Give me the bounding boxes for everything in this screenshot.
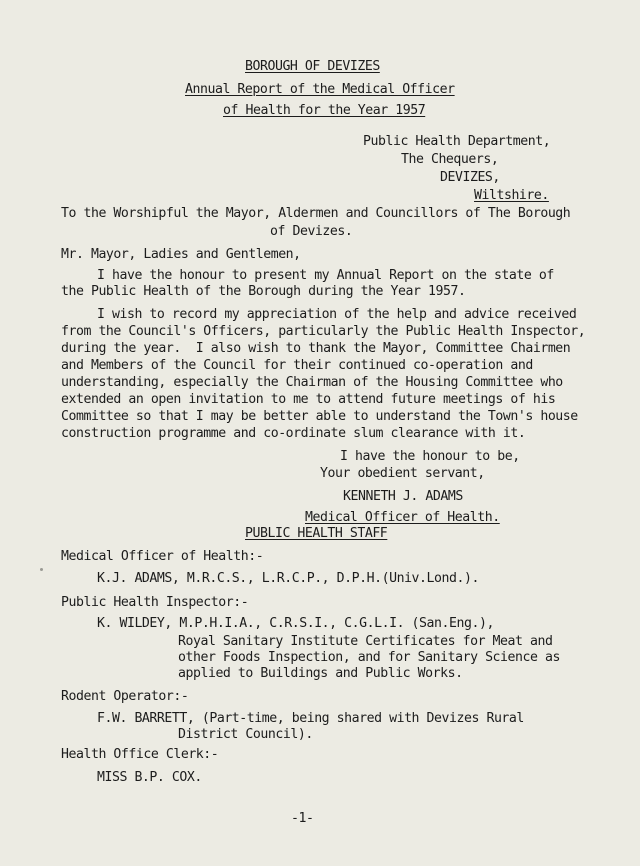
para2-line-6: extended an open invitation to me to attend future meetings of his <box>61 392 556 407</box>
rodent-line-2: District Council). <box>178 727 313 742</box>
phi-line-2: Royal Sanitary Institute Certificates for Meat and <box>178 634 553 649</box>
page-speck <box>40 568 43 571</box>
para2-line-4: and Members of the Council for their continued co-operation and <box>61 358 533 373</box>
staff-heading: PUBLIC HEALTH STAFF <box>245 526 388 541</box>
para2-line-3: during the year. I also wish to thank the Mayor, Committee Chairmen <box>61 341 571 356</box>
report-subtitle-line-2: of Health for the Year 1957 <box>223 103 426 118</box>
para1-line-1: I have the honour to present my Annual Report on the state of <box>97 268 554 283</box>
para1-line-2: the Public Health of the Borough during the Year 1957. <box>61 284 466 299</box>
report-subtitle-line-1: Annual Report of the Medical Officer <box>185 82 455 97</box>
closing-line-1: I have the honour to be, <box>340 449 520 464</box>
moh-value: K.J. ADAMS, M.R.C.S., L.R.C.P., D.P.H.(Univ.Lond.). <box>97 571 479 586</box>
para2-line-5: understanding, especially the Chairman of the Housing Committee who <box>61 375 563 390</box>
salutation-line-1: To the Worshipful the Mayor, Aldermen and Councillors of The Borough <box>61 206 571 221</box>
phi-line-3: other Foods Inspection, and for Sanitary Science as <box>178 650 560 665</box>
phi-line-1: K. WILDEY, M.P.H.I.A., C.R.S.I., C.G.L.I. (San.Eng.), <box>97 616 494 631</box>
rodent-line-1: F.W. BARRETT, (Part-time, being shared with Devizes Rural <box>97 711 524 726</box>
address-line-3: DEVIZES, <box>440 170 500 185</box>
para2-line-7: Committee so that I may be better able to understand the Town's house <box>61 409 578 424</box>
report-title: BOROUGH OF DEVIZES <box>245 59 380 74</box>
greeting: Mr. Mayor, Ladies and Gentlemen, <box>61 247 301 262</box>
phi-line-4: applied to Buildings and Public Works. <box>178 666 463 681</box>
signature-role: Medical Officer of Health. <box>305 510 500 525</box>
salutation-line-2: of Devizes. <box>270 224 353 239</box>
address-line-2: The Chequers, <box>401 152 499 167</box>
phi-label: Public Health Inspector:- <box>61 595 249 610</box>
para2-line-8: construction programme and co-ordinate slum clearance with it. <box>61 426 526 441</box>
address-line-4: Wiltshire. <box>474 188 549 203</box>
moh-label: Medical Officer of Health:- <box>61 549 264 564</box>
clerk-value: MISS B.P. COX. <box>97 770 202 785</box>
rodent-label: Rodent Operator:- <box>61 689 189 704</box>
para2-line-2: from the Council's Officers, particularly the Public Health Inspector, <box>61 324 586 339</box>
clerk-label: Health Office Clerk:- <box>61 747 219 762</box>
page-number: -1- <box>291 811 314 826</box>
address-line-1: Public Health Department, <box>363 134 551 149</box>
closing-line-2: Your obedient servant, <box>320 466 485 481</box>
para2-line-1: I wish to record my appreciation of the help and advice received <box>97 307 577 322</box>
signature-name: KENNETH J. ADAMS <box>343 489 463 504</box>
